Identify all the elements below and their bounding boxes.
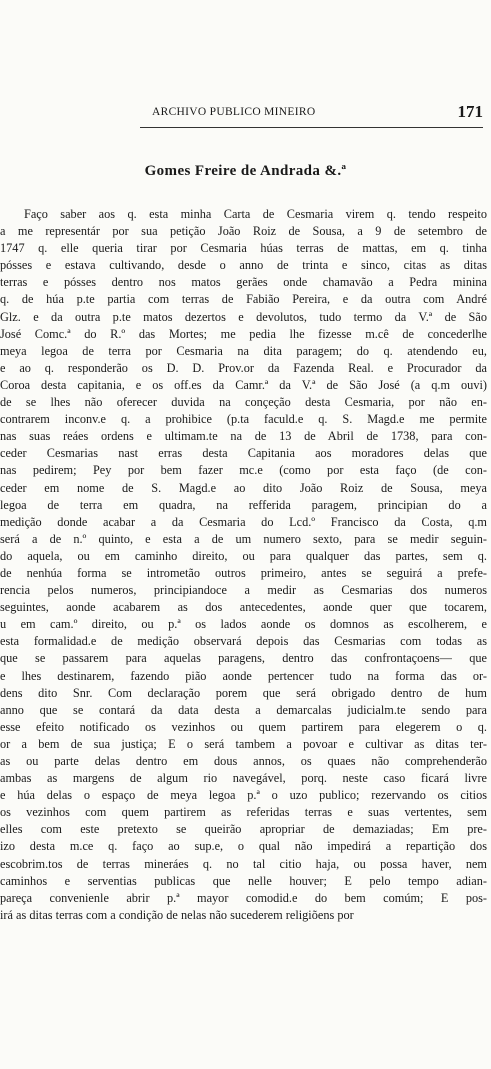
text-line: ceder em nome de S. Magd.e ao dito João Roiz de Sousa, meya: [0, 480, 487, 495]
text-line: q. de húa p.te partia com terras de Fabião Pereira, e da outra com André: [0, 292, 487, 307]
text-line: será a de n.º quinto, e esta a de um numero sexto, para se medir seguin-: [0, 531, 487, 546]
text-line: elles com este pretexto se queirão apropriar de demaziadas; Em pre-: [0, 822, 487, 837]
text-line: anno que se contará da data desta a demarcalas judicialm.te sendo para: [0, 702, 487, 717]
text-line: caminhos e serventias publicas que nelle houver; E pelo tempo adian-: [0, 873, 487, 888]
text-line: e ao q. responderão os D. D. Prov.or da Fazenda Real. e Procurador da: [0, 360, 487, 375]
text-line: contrarem inconv.e q. a prohibice (p.ta faculd.e q. S. Magd.e me permite: [0, 412, 487, 427]
header-title: ARCHIVO PUBLICO MINEIRO: [152, 106, 316, 118]
text-line: José Comc.ª do R.º das Mortes; me pedia lhe fizesse m.cê de concederlhe: [0, 326, 487, 341]
section-title: Gomes Freire de Andrada &.ª: [144, 163, 347, 179]
text-line: a me representár por sua petição João Roiz de Sousa, a 9 de setembro de: [0, 224, 487, 239]
text-line: seguintes, aonde acabarem as dos antecedentes, aonde quer que tocarem,: [0, 600, 487, 615]
text-line: medição donde acabar a da Cesmaria do Lcd.º Francisco da Costa, q.m: [0, 514, 487, 529]
text-line: nas suas reáes ordens e ultimam.te na de 13 de Abril de 1738, para con-: [0, 429, 487, 444]
page-number: 171: [457, 102, 483, 121]
text-line: pareça convenienle abrir p.ª mayor comodid.e do bem comúm; E pos-: [0, 890, 487, 905]
text-line: nas pedirem; Pey por bem fazer mc.e (como por esta faço (de con-: [0, 463, 487, 478]
text-line: e húa delas o espaço de meya legoa p.ª o uzo publico; rezervando os citios: [0, 788, 487, 803]
body-text: [0, 206, 487, 924]
text-line: or a bem de sua justiça; E o será tambem a povoar e cultivar as ditas ter-: [0, 736, 487, 751]
text-line: pósses e estava cultivando, desde o anno de trinta e sinco, citas as ditas: [0, 258, 487, 273]
text-line: irá as ditas terras com a condição de nelas não sucederem religiõens por: [0, 907, 354, 922]
text-line: terras e pósses dentro nos matos gerães onde chamavão a Pedra minina: [0, 275, 487, 290]
text-line: do aquela, ou em caminho direito, ou para qualquer das partes, sem q.: [0, 548, 487, 563]
header-rule: [140, 127, 483, 128]
text-line: esse efeito notificado os vezinhos ou quem partirem para elegerem o q.: [0, 719, 487, 734]
text-line: legoa de terra em quadra, na refferida paragem, principian do a: [0, 497, 487, 512]
text-line: as ou parte delas dentro em dous annos, os quaes não comprehenderão: [0, 754, 487, 768]
text-line: de se lhes não oferecer duvida na conçeção desta Cesmaria, por não en-: [0, 395, 487, 410]
text-line: ceder Cesmarias nast erras desta Capitania aos moradores delas que: [0, 446, 487, 461]
text-line: Faço saber aos q. esta minha Carta de Cesmaria virem q. tendo respeito: [24, 207, 487, 221]
text-line: meya legoa de terra por Cesmaria na dita paragem; do q. atendendo eu,: [0, 343, 487, 358]
text-line: u em cam.º direito, ou p.ª os lados aonde os domnos as escolherem, e: [0, 617, 487, 632]
text-line: dens dito Snr. Com declaração porem que será obrigado dentro de hum: [0, 685, 487, 700]
text-line: de nenhúa forma se intrometão outros primeiro, antes se seguirá a prefe-: [0, 565, 487, 580]
text-line: Coroa desta capitania, e os off.es da Camr.ª da V.ª de São José (a q.m ouvi): [0, 377, 487, 392]
text-line: que se passarem para aquelas paragens, dentro das confrontaçoens— que: [0, 651, 487, 666]
text-line: os vezinhos com quem partirem as referidas terras e suas vertentes, sem: [0, 805, 487, 820]
text-line: e lhes destinarem, fazendo pião aonde pertencer tudo na forma das or-: [0, 668, 487, 683]
text-line: escobrim.tos de terras mineráes q. no tal citio haja, ou possa haver, nem: [0, 856, 487, 871]
text-line: 1747 q. elle queria tirar por Cesmaria húas terras de mattas, em q. tinha: [0, 241, 487, 256]
text-line: Glz. e da outra p.te matos dezertos e devolutos, tudo termo da V.ª de São: [0, 309, 487, 324]
text-line: ambas as margens de algum rio navegável, porq. neste caso ficará livre: [0, 771, 487, 786]
text-line: esta formalidad.e de medição observará depois das Cesmarias com todas as: [0, 634, 487, 649]
running-header: [0, 102, 483, 126]
text-line: rencia pelos numeros, principiandoce a medir as Cesmarias dos numeros: [0, 583, 487, 598]
text-line: izo desta m.ce q. faço ao sup.e, o qual não impedirá a repartição dos: [0, 839, 487, 854]
